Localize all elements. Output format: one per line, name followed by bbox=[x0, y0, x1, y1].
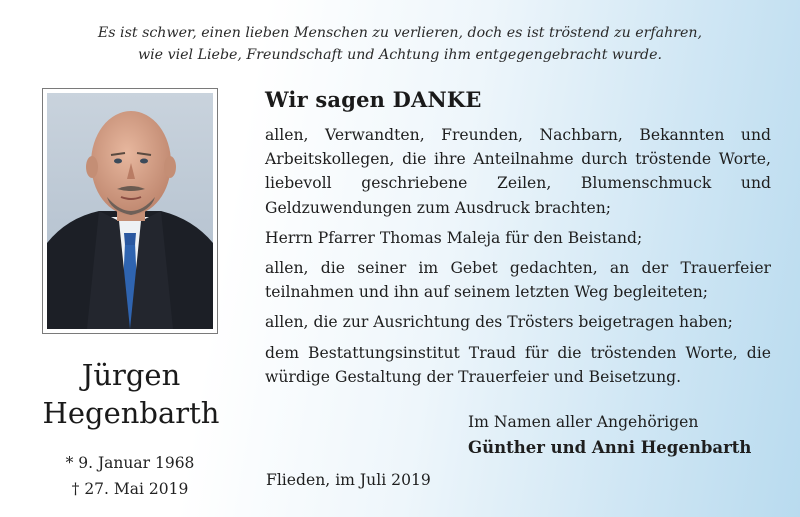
signature-line-2: Günther und Anni Hegenbarth bbox=[468, 438, 752, 457]
intro-quote bbox=[40, 22, 760, 66]
birth-date: * 9. Januar 1968 bbox=[65, 454, 195, 472]
thanks-paragraph: dem Bestattungsinstitut Traud für die tröstenden Worte, die würdige Gestaltung der Trauerfeier und Beisetzung. bbox=[265, 343, 771, 386]
first-name: Jürgen bbox=[81, 358, 181, 392]
last-name: Hegenbarth bbox=[42, 396, 220, 430]
intro-line-1: Es ist schwer, einen lieben Menschen zu verlieren, doch es ist tröstend zu erfahren, bbox=[97, 25, 703, 41]
signature-line-1: Im Namen aller Angehörigen bbox=[468, 413, 699, 431]
thanks-heading: Wir sagen DANKE bbox=[265, 87, 482, 112]
thanks-paragraph: allen, die zur Ausrichtung des Trösters beigetragen haben; bbox=[265, 313, 733, 332]
place-date: Flieden, im Juli 2019 bbox=[266, 471, 431, 489]
thanks-paragraph: Herrn Pfarrer Thomas Maleja für den Beistand; bbox=[265, 228, 643, 247]
deceased-name bbox=[20, 356, 242, 432]
death-date: † 27. Mai 2019 bbox=[71, 480, 189, 498]
thanks-body bbox=[265, 123, 771, 395]
portrait-photo bbox=[42, 88, 218, 334]
life-dates bbox=[30, 450, 230, 502]
signature-block bbox=[468, 410, 751, 460]
thanks-paragraph: allen, Verwandten, Freunden, Nachbarn, Bekannten und Arbeitskollegen, die ihre Anteilnahme durch tröstende Worte, liebevoll geschriebene Zeilen, Blumenschmuck und Geldzuwendungen zum Ausdruck brachten; bbox=[265, 126, 771, 217]
portrait-illustration bbox=[47, 93, 213, 329]
intro-line-2: wie viel Liebe, Freundschaft und Achtung ihm entgegengebracht wurde. bbox=[138, 47, 662, 63]
thanks-paragraph: allen, die seiner im Gebet gedachten, an der Trauerfeier teilnahmen und ihn auf seinem letzten Weg begleiteten; bbox=[265, 259, 771, 302]
